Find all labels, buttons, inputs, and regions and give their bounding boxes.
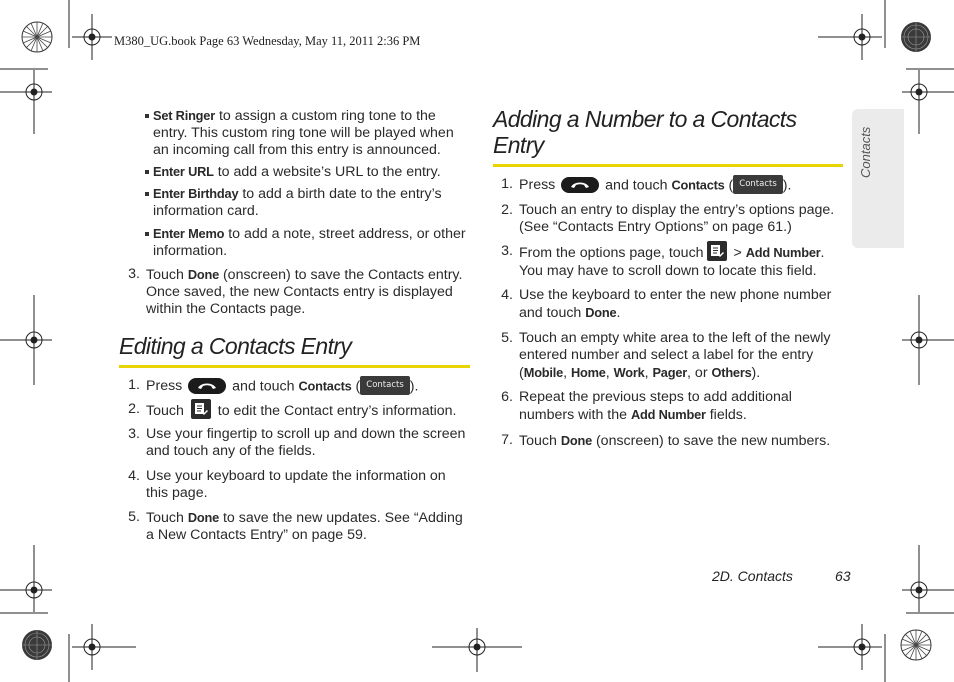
edit-menu-icon[interactable] [191,399,211,419]
section-title-adding: Adding a Number to a Contacts Entry [493,106,797,158]
print-header: M380_UG.book Page 63 Wednesday, May 11, 2011 2:36 PM [114,34,421,48]
adding-steps [499,176,849,450]
section-title-editing: Editing a Contacts Entry [119,333,352,359]
list-item: 3. Touch Done (onscreen) to save the Contacts entry. Once saved, the new Contacts entry is displayed within the Contacts page. [128,266,463,317]
page-number: 63 [835,568,851,584]
bullet-marker [145,114,149,118]
list-item: 3. From the options page, touch > Add Number. You may have to scroll down to locate this field. [501,243,825,279]
list-item: 1. Press and touch Contacts ( Contacts ). [128,377,419,395]
editing-steps [126,377,476,544]
list-item: 3. Use your fingertip to scroll up and down the screen and touch any of the fields. [128,426,466,459]
list-item: 5. Touch an empty white area to the left of the newly entered number and select a label for the entry (Mobile, Home, Work, Pager, or Others). [501,330,831,381]
bullet-item: Set Ringer to assign a custom ring tone to the entry. This custom ring tone will be played when an incoming call from this entry is announced. [153,107,454,159]
list-item: 1. Press and touch Contacts ( Contacts ). [501,176,792,194]
footer-section: 2D. Contacts [712,568,793,584]
list-item: 4. Use your keyboard to update the information on this page. [128,468,446,501]
contacts-button[interactable]: Contacts [360,376,410,395]
edit-menu-icon[interactable] [707,241,727,261]
talk-key-icon[interactable] [561,177,599,193]
bullet-item: Enter Memo to add a note, street address, or other information. [153,225,466,260]
list-item: 4. Use the keyboard to enter the new phone number and touch Done. [501,287,832,321]
list-item: 7. Touch Done (onscreen) to save the new numbers. [501,432,831,449]
list-item: 6. Repeat the previous steps to add additional numbers with the Add Number fields. [501,389,792,423]
bullet-marker [145,192,149,196]
bullet-marker [145,170,149,174]
heading-rule [493,164,843,167]
list-item: 2. Touch an entry to display the entry’s options page. (See “Contacts Entry Options” on page 61.) [501,202,835,235]
talk-key-icon[interactable] [188,378,226,394]
section-tab-label: Contacts [858,126,873,178]
bullet-item: Enter URL to add a website’s URL to the entry. [153,163,441,181]
list-item: 5. Touch Done to save the new updates. See “Adding a New Contacts Entry” on page 59. [128,509,463,543]
bullet-item: Enter Birthday to add a birth date to the entry’s information card. [153,185,442,220]
list-item: 2. Touch to edit the Contact entry’s information. [128,401,457,419]
contacts-button[interactable]: Contacts [733,175,783,194]
bullet-marker [145,232,149,236]
heading-rule [119,365,470,368]
